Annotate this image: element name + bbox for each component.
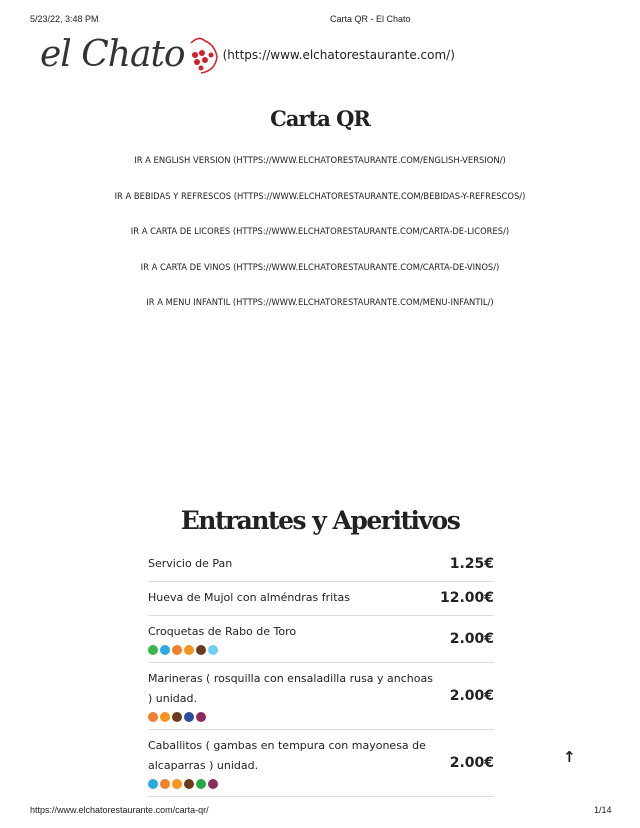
menu-item-price: 2.00€ <box>449 630 494 647</box>
print-date: 5/23/22, 3:48 PM <box>30 14 99 24</box>
allergen-icon <box>148 779 158 789</box>
section-title: Entrantes y Aperitivos <box>180 506 460 535</box>
menu-item-price: 1.25€ <box>449 556 494 572</box>
allergen-icon <box>172 779 182 789</box>
menu-item-price: 2.00€ <box>449 754 494 771</box>
allergen-icon <box>196 779 206 789</box>
menu-item-info <box>148 588 350 608</box>
menu-item-name: Servicio de Pan <box>148 557 233 570</box>
page-title: Carta QR <box>270 106 370 131</box>
menu-item-info <box>148 736 438 789</box>
logo-link[interactable] <box>40 34 455 75</box>
link-bebidas[interactable]: IR A BEBIDAS Y REFRESCOS (HTTPS://WWW.ELCHATORESTAURANTE.COM/BEBIDAS-Y-REFRESCOS/) <box>114 190 526 201</box>
page-number: 1/14 <box>594 805 612 815</box>
menu-item-name: Croquetas de Rabo de Toro <box>148 625 297 638</box>
menu-item <box>148 548 494 582</box>
allergen-icon <box>148 645 158 655</box>
nav-links <box>0 155 640 333</box>
menu-item <box>148 730 494 797</box>
allergen-icon <box>172 645 182 655</box>
link-licores[interactable]: IR A CARTA DE LICORES (HTTPS://WWW.ELCHATORESTAURANTE.COM/CARTA-DE-LICORES/) <box>130 226 510 236</box>
allergen-icons <box>148 712 438 722</box>
allergen-icon <box>172 712 182 722</box>
allergen-icon <box>148 712 158 722</box>
menu-item-price: 12.00€ <box>439 590 494 606</box>
menu-item <box>148 582 494 616</box>
menu-item-name: Marineras ( rosquilla con ensaladilla rusa y anchoas ) unidad. <box>148 672 433 705</box>
print-title: Carta QR - El Chato <box>330 14 411 24</box>
menu-item-name: Hueva de Mujol con alméndras fritas <box>148 591 351 604</box>
link-menu-infantil[interactable]: IR A MENU INFANTIL (HTTPS://WWW.ELCHATORESTAURANTE.COM/MENU-INFANTIL/) <box>146 297 494 307</box>
menu-item-info <box>148 622 296 655</box>
logo-url: (https://www.elchatorestaurante.com/) <box>222 47 455 62</box>
allergen-icon <box>160 779 170 789</box>
menu-list <box>148 548 494 797</box>
allergen-icon <box>184 712 194 722</box>
link-english-version[interactable]: IR A ENGLISH VERSION (HTTPS://WWW.ELCHATORESTAURANTE.COM/ENGLISH-VERSION/) <box>134 155 506 165</box>
allergen-icon <box>184 779 194 789</box>
menu-item-info <box>148 554 232 574</box>
logo-berries-icon <box>185 35 221 75</box>
allergen-icon <box>184 645 194 655</box>
menu-item <box>148 663 494 730</box>
menu-item <box>148 616 494 663</box>
allergen-icon <box>160 645 170 655</box>
allergen-icon <box>208 779 218 789</box>
allergen-icons <box>148 645 296 655</box>
scroll-top-icon[interactable]: ↑ <box>563 748 576 766</box>
logo-text: el Chato <box>40 34 185 75</box>
menu-item-name: Caballitos ( gambas en tempura con mayonesa de alcaparras ) unidad. <box>148 739 426 772</box>
allergen-icons <box>148 779 438 789</box>
menu-item-info <box>148 669 438 722</box>
allergen-icon <box>196 712 206 722</box>
allergen-icon <box>196 645 206 655</box>
menu-item-price: 2.00€ <box>449 687 494 704</box>
allergen-icon <box>160 712 170 722</box>
allergen-icon <box>208 645 218 655</box>
footer-url: https://www.elchatorestaurante.com/carta-qr/ <box>30 805 209 815</box>
link-vinos[interactable]: IR A CARTA DE VINOS (HTTPS://WWW.ELCHATORESTAURANTE.COM/CARTA-DE-VINOS/) <box>140 261 500 272</box>
